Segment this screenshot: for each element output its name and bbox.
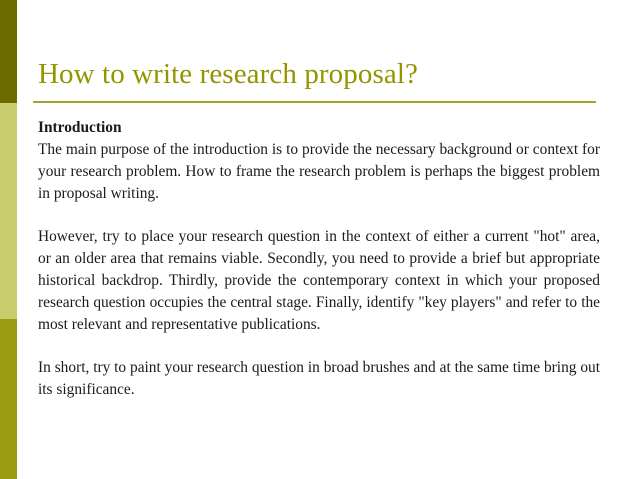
decorative-sidebar [0,0,17,479]
paragraph-context: However, try to place your research question in the context of either a current "hot" area, or an older area that remains viable. Secondly, you need to provide a brief but appropriate historical backdrop. Thirdly, provide the contemporary context in which your proposed research question occupies the central stage. Finally, identify "key players" and refer to the most relevant and representative publications. [38,228,600,333]
section-heading: Introduction [38,119,122,136]
paragraph-summary: In short, try to paint your research question in broad brushes and at the same time bring out its significance. [38,359,600,398]
title-underline [33,101,596,103]
sidebar-segment-bottom [0,319,17,479]
sidebar-segment-top [0,0,17,103]
paragraph-intro: The main purpose of the introduction is to provide the necessary background or context for your research problem. How to frame the research problem is perhaps the biggest problem in proposal writing. [38,141,600,202]
slide-title: How to write research proposal? [38,58,418,90]
slide-body [38,117,600,422]
sidebar-segment-middle [0,103,17,319]
